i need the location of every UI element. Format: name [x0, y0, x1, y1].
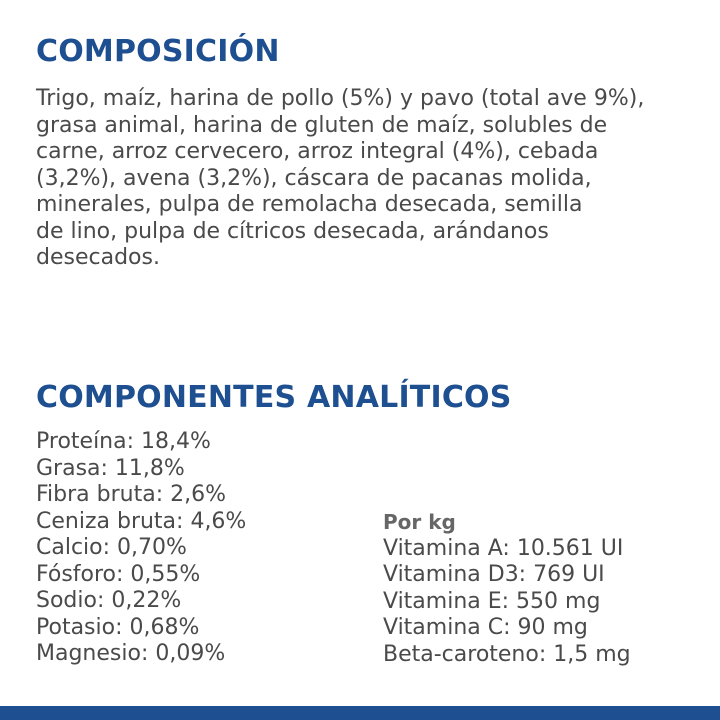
per-kg-label: Por kg	[383, 510, 456, 534]
composition-line: Trigo, maíz, harina de pollo (5%) y pavo (total ave 9%),	[36, 86, 645, 111]
analytic-item-protein: Proteína: 18,4%	[36, 429, 211, 454]
composition-line: carne, arroz cervecero, arroz integral (4%), cebada	[36, 139, 599, 164]
composition-heading: COMPOSICIÓN	[36, 34, 280, 69]
analytic-item-magnesium: Magnesio: 0,09%	[36, 641, 226, 666]
composition-line: desecados.	[36, 245, 160, 270]
analytic-item-fat: Grasa: 11,8%	[36, 455, 185, 481]
composition-text	[36, 86, 706, 272]
analytic-item-ash: Ceniza bruta: 4,6%	[36, 508, 247, 534]
analytic-item-fiber: Fibra bruta: 2,6%	[36, 482, 227, 507]
vitamin-e-item: Vitamina E: 550 mg	[383, 588, 601, 614]
analytics-list	[36, 429, 246, 668]
vitamin-a-item: Vitamina A: 10.561 UI	[383, 535, 624, 561]
vitamin-c-item: Vitamina C: 90 mg	[383, 615, 588, 640]
analytics-heading: COMPONENTES ANALÍTICOS	[36, 380, 512, 415]
analytic-item-phosphorus: Fósforo: 0,55%	[36, 561, 201, 587]
bottom-accent-bar	[0, 706, 720, 720]
per-kg-list	[383, 509, 631, 668]
vitamin-d3-item: Vitamina D3: 769 UI	[383, 562, 605, 587]
analytic-item-sodium: Sodio: 0,22%	[36, 588, 182, 613]
composition-line: grasa animal, harina de gluten de maíz, solubles de	[36, 112, 608, 138]
beta-carotene-item: Beta-caroteno: 1,5 mg	[383, 641, 631, 667]
composition-line: minerales, pulpa de remolacha desecada, semilla	[36, 192, 583, 217]
composition-line: de lino, pulpa de cítricos desecada, arándanos	[36, 218, 549, 244]
analytic-item-calcium: Calcio: 0,70%	[36, 535, 187, 560]
composition-line: (3,2%), avena (3,2%), cáscara de pacanas molida,	[36, 165, 592, 191]
analytic-item-potassium: Potasio: 0,68%	[36, 614, 200, 640]
